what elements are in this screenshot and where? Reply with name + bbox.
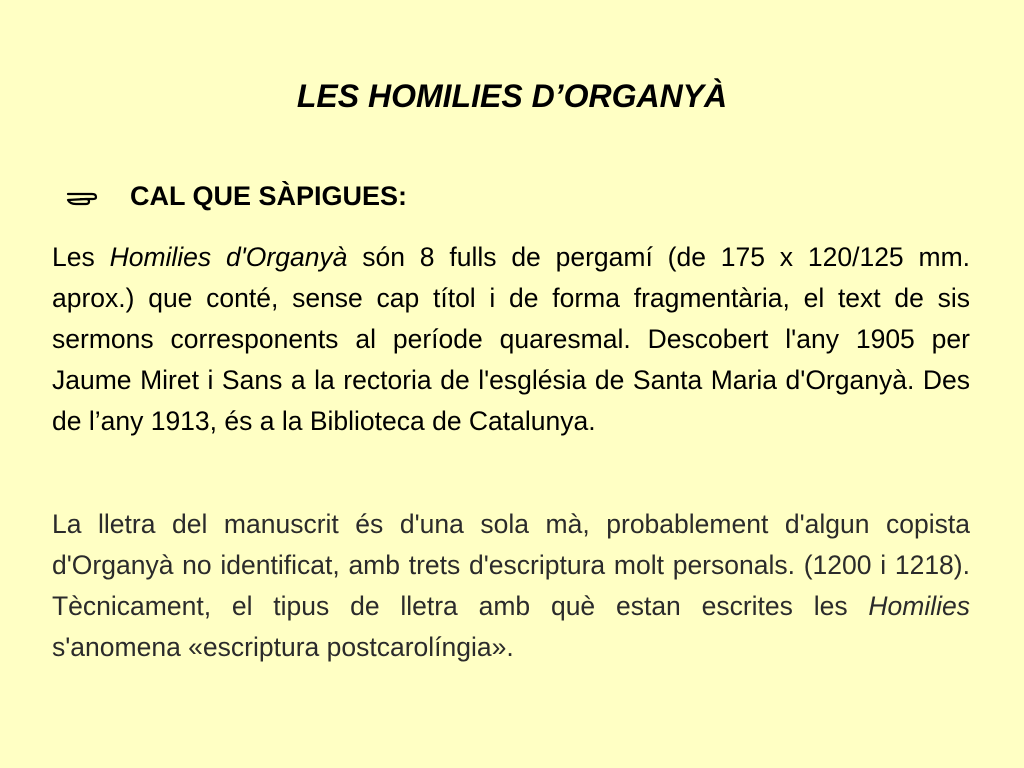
pointing-hand-icon <box>66 184 106 208</box>
paragraph1-text-end: són 8 fulls de pergamí (de 175 x 120/125 mm. aprox.) que conté, sense cap títol i de forma fragmentària, el text de sis sermons corresponents al període quaresmal. Descobert l'any 1905 per Jaume Miret i Sans a la rectoria de l'església de Santa Maria d'Organyà. Des de l’any 1913, és a la Biblioteca de Catalunya. <box>52 242 971 436</box>
page-title: LES HOMILIES D’ORGANYÀ <box>296 78 728 114</box>
paragraph1-text-start: Les <box>52 242 110 272</box>
paragraph2-text-end: s'anomena «escriptura postcarolíngia». <box>52 632 514 662</box>
section-heading-text: CAL QUE SÀPIGUES: <box>130 180 408 211</box>
section-heading <box>66 176 407 216</box>
paragraph-description <box>52 237 970 442</box>
paragraph1-italic-title: Homilies d'Organyà <box>109 242 348 272</box>
paragraph2-text-start: La lletra del manuscrit és d'una sola mà, probablement d'algun copista d'Organyà no identificat, amb trets d'escriptura molt personals. (1200 i 1218). Tècnicament, el tipus de lletra amb què estan escrites les <box>52 509 970 621</box>
paragraph-script <box>52 504 970 668</box>
paragraph2-italic-title: Homilies <box>868 591 970 621</box>
